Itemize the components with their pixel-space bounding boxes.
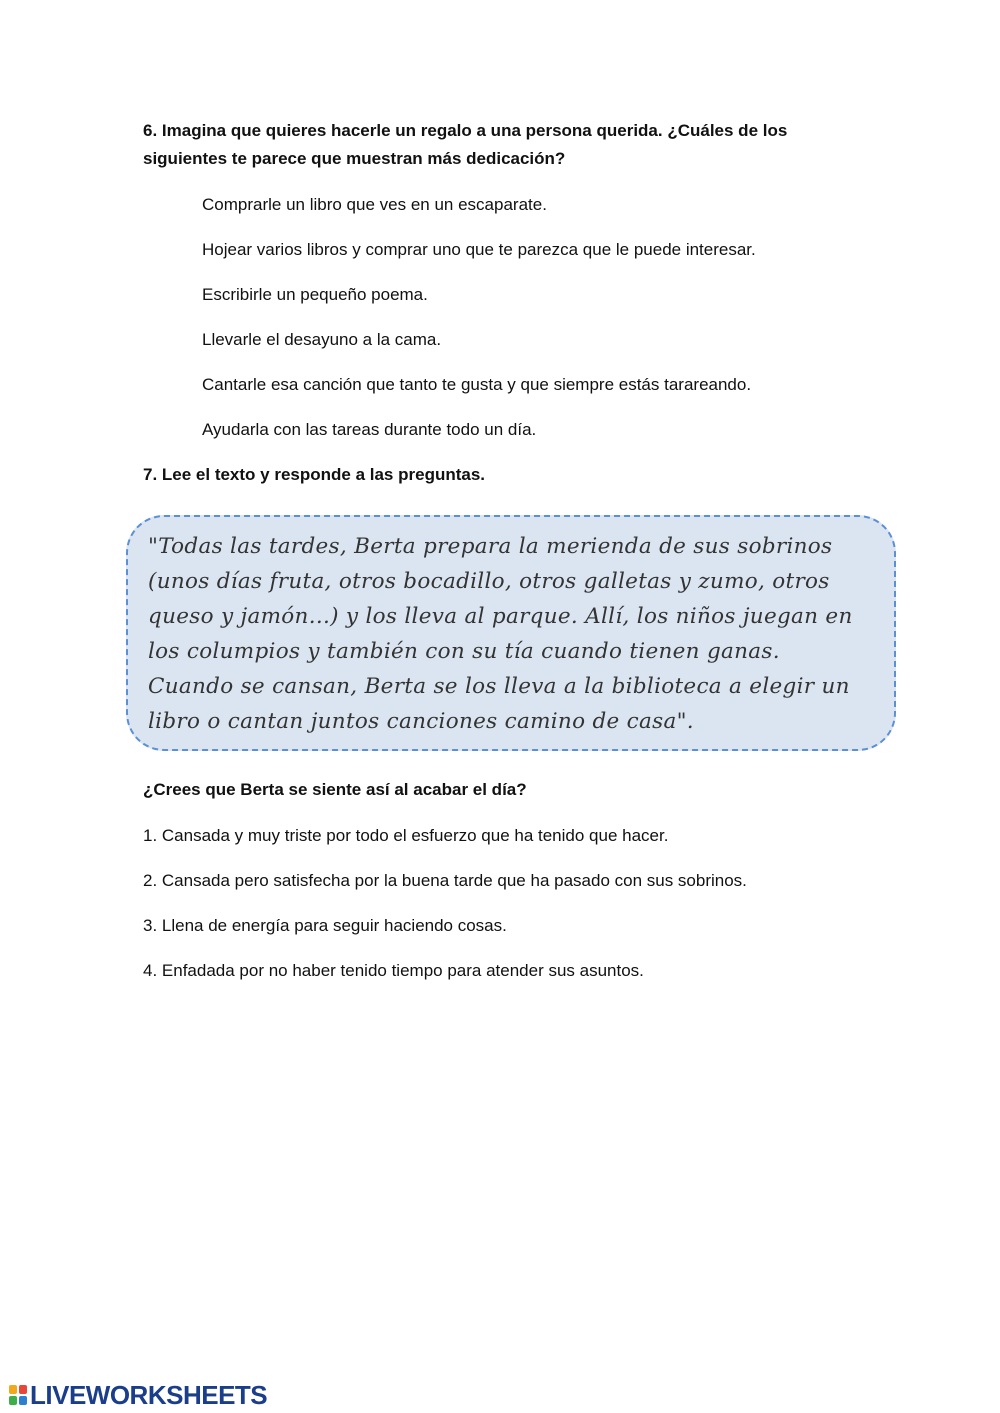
question-6-title: 6. Imagina que quieres hacerle un regalo a una persona querida. ¿Cuáles de los siguientes te parece que muestran más dedicación? (143, 121, 788, 168)
logo-square (19, 1385, 27, 1394)
reading-line: (unos días fruta, otros bocadillo, otros galletas y zumo, otros (148, 569, 830, 594)
reading-line: queso y jamón...) y los lleva al parque. Allí, los niños juegan en (148, 604, 853, 629)
reading-line: los columpios y también con su tía cuando tienen ganas. (148, 639, 780, 664)
answer-item[interactable]: 1. Cansada y muy triste por todo el esfuerzo que ha tenido que hacer. (143, 826, 669, 845)
reading-passage (148, 529, 884, 739)
logo-square (9, 1396, 17, 1405)
answer-item[interactable]: 3. Llena de energía para seguir haciendo cosas. (143, 916, 507, 935)
liveworksheets-logo (8, 1382, 267, 1408)
logo-square (9, 1385, 17, 1394)
option-item[interactable]: Comprarle un libro que ves en un escaparate. (202, 195, 547, 214)
liveworksheets-logo-icon (8, 1384, 28, 1406)
option-item[interactable]: Escribirle un pequeño poema. (202, 285, 428, 304)
answer-item[interactable]: 4. Enfadada por no haber tenido tiempo para atender sus asuntos. (143, 961, 644, 980)
question-7-title: 7. Lee el texto y responde a las preguntas. (143, 465, 486, 484)
reading-line: libro o cantan juntos canciones camino de casa". (148, 709, 694, 734)
answer-item[interactable]: 2. Cansada pero satisfecha por la buena tarde que ha pasado con sus sobrinos. (143, 871, 747, 890)
logo-square (19, 1396, 27, 1405)
option-item[interactable]: Ayudarla con las tareas durante todo un día. (202, 420, 537, 439)
option-item[interactable]: Cantarle esa canción que tanto te gusta y que siempre estás tarareando. (202, 375, 752, 394)
reading-line: Cuando se cansan, Berta se los lleva a la biblioteca a elegir un (148, 674, 850, 699)
liveworksheets-logo-text: LIVEWORKSHEETS (30, 1380, 268, 1410)
option-item[interactable]: Hojear varios libros y comprar uno que te parezca que le puede interesar. (202, 240, 756, 259)
berta-feeling-question: ¿Crees que Berta se siente así al acabar el día? (143, 780, 527, 799)
option-item[interactable]: Llevarle el desayuno a la cama. (202, 330, 442, 349)
reading-line: "Todas las tardes, Berta prepara la merienda de sus sobrinos (148, 534, 833, 559)
